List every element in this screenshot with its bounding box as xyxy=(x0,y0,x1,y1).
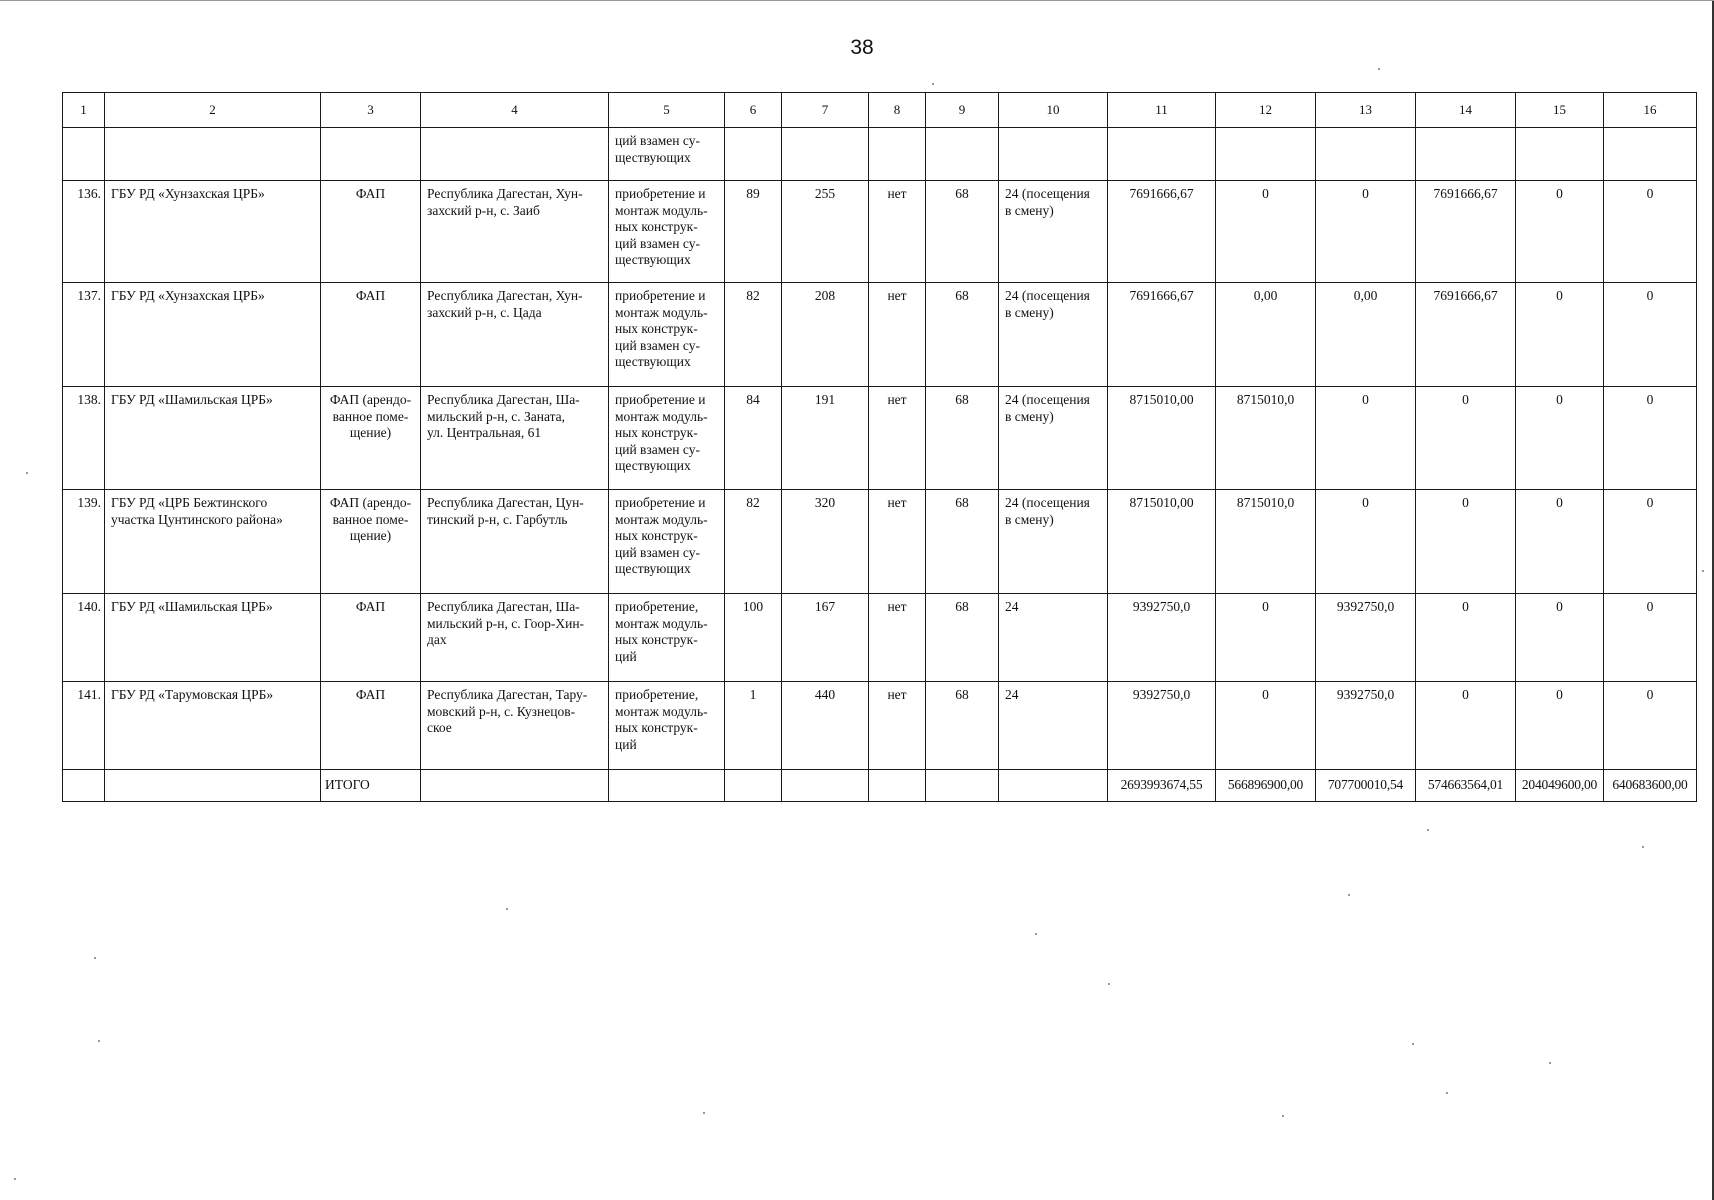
col7-value: 208 xyxy=(782,283,869,387)
col11-value: 8715010,00 xyxy=(1108,387,1216,490)
col6-value: 1 xyxy=(725,682,782,770)
col14-value: 0 xyxy=(1416,682,1516,770)
col14-value: 0 xyxy=(1416,490,1516,594)
page-number: 38 xyxy=(850,36,874,59)
col7-value: 191 xyxy=(782,387,869,490)
row-number: 140. xyxy=(63,594,105,682)
column-number: 15 xyxy=(1516,93,1604,128)
col12-value: 8715010,0 xyxy=(1216,387,1316,490)
col10-value: 24 xyxy=(999,594,1108,682)
facility-type: ФАП xyxy=(321,181,421,283)
col6-value: 82 xyxy=(725,490,782,594)
col7-value: 440 xyxy=(782,682,869,770)
work-type: приобретение, монтаж модуль- ных конструк- ций xyxy=(609,594,725,682)
col11-value: 8715010,00 xyxy=(1108,490,1216,594)
facilities-table xyxy=(62,92,1697,802)
facility-type: ФАП xyxy=(321,682,421,770)
column-number: 7 xyxy=(782,93,869,128)
col10-value: 24 (посещения в смену) xyxy=(999,181,1108,283)
col13-value: 9392750,0 xyxy=(1316,682,1416,770)
col7-value: 320 xyxy=(782,490,869,594)
row-number: 141. xyxy=(63,682,105,770)
col11-value: 7691666,67 xyxy=(1108,283,1216,387)
scan-edge xyxy=(0,0,1714,1)
facility-type: ФАП (арендо- ванное поме- щение) xyxy=(321,490,421,594)
col8-value: нет xyxy=(869,490,926,594)
column-number: 3 xyxy=(321,93,421,128)
work-type: приобретение и монтаж модуль- ных конструк- ций взамен су- ществующих xyxy=(609,283,725,387)
column-number: 14 xyxy=(1416,93,1516,128)
row-number: 136. xyxy=(63,181,105,283)
col11-value: 7691666,67 xyxy=(1108,181,1216,283)
col14-value: 7691666,67 xyxy=(1416,181,1516,283)
column-number: 16 xyxy=(1604,93,1697,128)
col13-value: 0 xyxy=(1316,490,1416,594)
table-row xyxy=(63,682,1697,770)
work-type: приобретение и монтаж модуль- ных конструк- ций взамен су- ществующих xyxy=(609,490,725,594)
col15-value: 0 xyxy=(1516,490,1604,594)
col14-value: 7691666,67 xyxy=(1416,283,1516,387)
facility-type: ФАП xyxy=(321,594,421,682)
table-row xyxy=(63,387,1697,490)
col16-value: 0 xyxy=(1604,490,1697,594)
col7-value: 167 xyxy=(782,594,869,682)
row-number: 139. xyxy=(63,490,105,594)
col16-value: 0 xyxy=(1604,181,1697,283)
col9-value: 68 xyxy=(926,283,999,387)
column-number: 4 xyxy=(421,93,609,128)
col15-value: 0 xyxy=(1516,181,1604,283)
facility-address: Республика Дагестан, Тару- мовский р-н, с. Кузнецов- ское xyxy=(421,682,609,770)
col11-value: 9392750,0 xyxy=(1108,594,1216,682)
continuation-row xyxy=(63,128,1697,181)
col13-value: 0 xyxy=(1316,181,1416,283)
table-row xyxy=(63,283,1697,387)
col12-value: 8715010,0 xyxy=(1216,490,1316,594)
work-type: приобретение, монтаж модуль- ных конструк- ций xyxy=(609,682,725,770)
total-col12: 566896900,00 xyxy=(1216,770,1316,802)
total-col15: 204049600,00 xyxy=(1516,770,1604,802)
column-number: 10 xyxy=(999,93,1108,128)
table-row xyxy=(63,490,1697,594)
col12-value: 0,00 xyxy=(1216,283,1316,387)
col10-value: 24 (посещения в смену) xyxy=(999,283,1108,387)
col16-value: 0 xyxy=(1604,283,1697,387)
col8-value: нет xyxy=(869,594,926,682)
total-label: ИТОГО xyxy=(321,770,421,802)
total-col16: 640683600,00 xyxy=(1604,770,1697,802)
col15-value: 0 xyxy=(1516,283,1604,387)
col8-value: нет xyxy=(869,283,926,387)
organization-name: ГБУ РД «Хунзахская ЦРБ» xyxy=(105,283,321,387)
row-number: 138. xyxy=(63,387,105,490)
col9-value: 68 xyxy=(926,181,999,283)
facility-address: Республика Дагестан, Цун- тинский р-н, с. Гарбутль xyxy=(421,490,609,594)
column-number: 13 xyxy=(1316,93,1416,128)
col15-value: 0 xyxy=(1516,387,1604,490)
col15-value: 0 xyxy=(1516,682,1604,770)
column-number: 8 xyxy=(869,93,926,128)
col14-value: 0 xyxy=(1416,594,1516,682)
col8-value: нет xyxy=(869,682,926,770)
column-number: 5 xyxy=(609,93,725,128)
row-number: 137. xyxy=(63,283,105,387)
organization-name: ГБУ РД «Тарумовская ЦРБ» xyxy=(105,682,321,770)
col10-value: 24 xyxy=(999,682,1108,770)
col15-value: 0 xyxy=(1516,594,1604,682)
total-col14: 574663564,01 xyxy=(1416,770,1516,802)
col13-value: 9392750,0 xyxy=(1316,594,1416,682)
facility-type: ФАП xyxy=(321,283,421,387)
col9-value: 68 xyxy=(926,682,999,770)
work-type-cell: ций взамен су- ществующих xyxy=(609,128,725,181)
col6-value: 89 xyxy=(725,181,782,283)
col12-value: 0 xyxy=(1216,682,1316,770)
work-type: приобретение и монтаж модуль- ных конструк- ций взамен су- ществующих xyxy=(609,181,725,283)
col6-value: 82 xyxy=(725,283,782,387)
column-number-row xyxy=(63,93,1697,128)
facility-type: ФАП (арендо- ванное поме- щение) xyxy=(321,387,421,490)
work-type: приобретение и монтаж модуль- ных конструк- ций взамен су- ществующих xyxy=(609,387,725,490)
total-col13: 707700010,54 xyxy=(1316,770,1416,802)
col7-value: 255 xyxy=(782,181,869,283)
organization-name: ГБУ РД «Хунзахская ЦРБ» xyxy=(105,181,321,283)
column-number: 1 xyxy=(63,93,105,128)
facility-address: Республика Дагестан, Хун- захский р-н, с. Заиб xyxy=(421,181,609,283)
column-number: 6 xyxy=(725,93,782,128)
column-number: 2 xyxy=(105,93,321,128)
col9-value: 68 xyxy=(926,490,999,594)
col9-value: 68 xyxy=(926,387,999,490)
col11-value: 9392750,0 xyxy=(1108,682,1216,770)
col13-value: 0 xyxy=(1316,387,1416,490)
col16-value: 0 xyxy=(1604,682,1697,770)
col10-value: 24 (посещения в смену) xyxy=(999,490,1108,594)
col12-value: 0 xyxy=(1216,594,1316,682)
col6-value: 84 xyxy=(725,387,782,490)
col16-value: 0 xyxy=(1604,387,1697,490)
organization-name: ГБУ РД «Шамильская ЦРБ» xyxy=(105,594,321,682)
col10-value: 24 (посещения в смену) xyxy=(999,387,1108,490)
organization-name: ГБУ РД «ЦРБ Бежтинского участка Цунтинского района» xyxy=(105,490,321,594)
facility-address: Республика Дагестан, Ша- мильский р-н, с. Заната, ул. Центральная, 61 xyxy=(421,387,609,490)
col8-value: нет xyxy=(869,181,926,283)
table-row xyxy=(63,181,1697,283)
col9-value: 68 xyxy=(926,594,999,682)
table-row xyxy=(63,594,1697,682)
col14-value: 0 xyxy=(1416,387,1516,490)
organization-name: ГБУ РД «Шамильская ЦРБ» xyxy=(105,387,321,490)
col12-value: 0 xyxy=(1216,181,1316,283)
col8-value: нет xyxy=(869,387,926,490)
total-row xyxy=(63,770,1697,802)
column-number: 11 xyxy=(1108,93,1216,128)
column-number: 9 xyxy=(926,93,999,128)
column-number: 12 xyxy=(1216,93,1316,128)
col6-value: 100 xyxy=(725,594,782,682)
facility-address: Республика Дагестан, Ша- мильский р-н, с. Гоор-Хин- дах xyxy=(421,594,609,682)
facility-address: Республика Дагестан, Хун- захский р-н, с. Цада xyxy=(421,283,609,387)
col13-value: 0,00 xyxy=(1316,283,1416,387)
col16-value: 0 xyxy=(1604,594,1697,682)
total-col11: 2693993674,55 xyxy=(1108,770,1216,802)
